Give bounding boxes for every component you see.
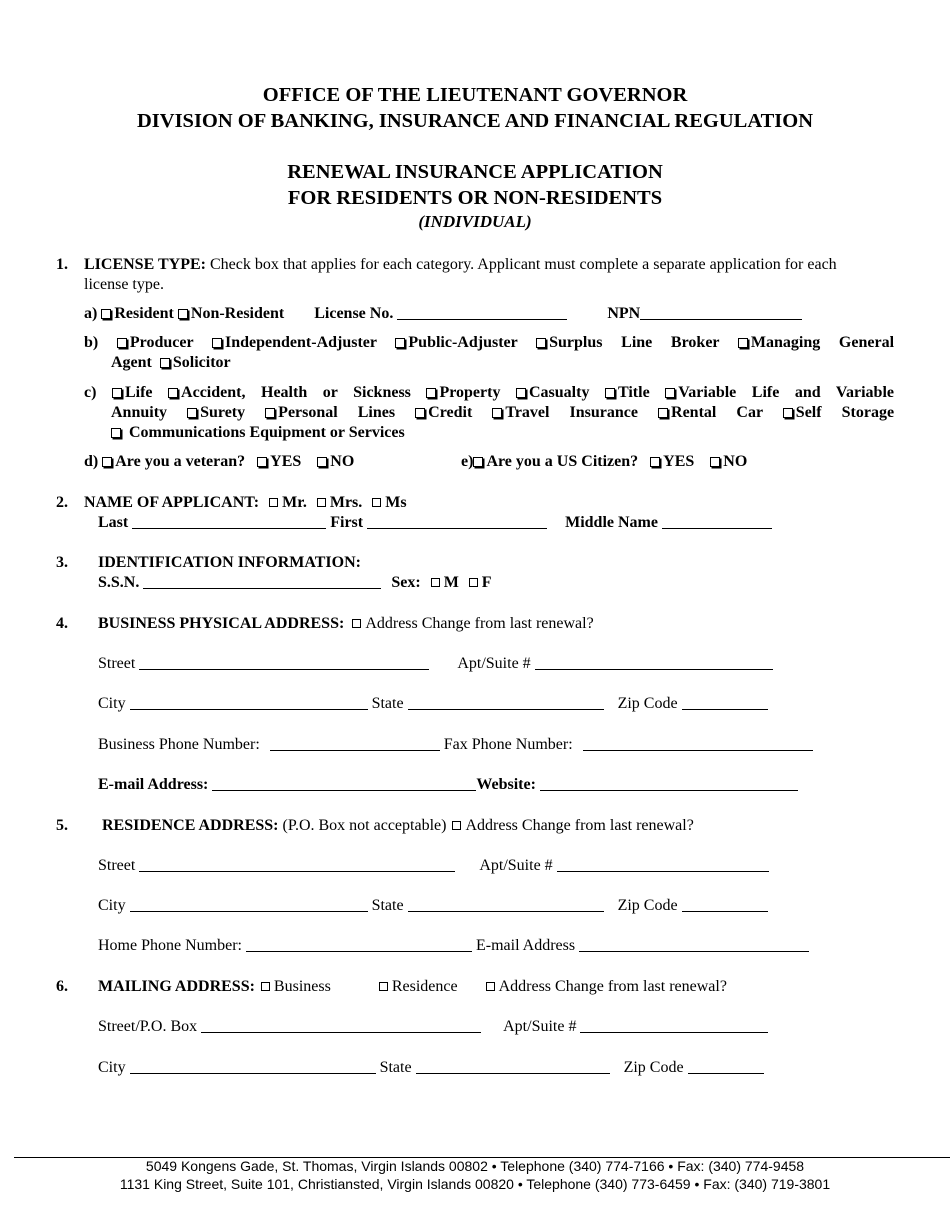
- state-label: State: [379, 1059, 412, 1076]
- mailing-business-checkbox[interactable]: [261, 982, 270, 991]
- license-row-a: [84, 304, 802, 324]
- applicant-name-label: NAME OF APPLICANT:: [84, 494, 260, 511]
- surplus-line-checkbox[interactable]: [536, 338, 546, 348]
- license-row-b-cont: [111, 353, 231, 373]
- solicitor-checkbox[interactable]: [160, 358, 170, 368]
- mailing-street-field[interactable]: [201, 1017, 481, 1033]
- middle-name-label: Middle Name: [565, 514, 658, 531]
- business-email-row: [98, 775, 798, 795]
- public-adjuster-label: Public-Adjuster: [408, 334, 518, 351]
- agent-label: Agent: [111, 354, 152, 371]
- producer-checkbox[interactable]: [117, 338, 127, 348]
- residence-address-header: [102, 816, 694, 836]
- ssn-field[interactable]: [143, 573, 381, 589]
- business-zip-field[interactable]: [682, 694, 768, 710]
- license-no-label: License No.: [314, 305, 394, 322]
- state-label: State: [371, 897, 404, 914]
- home-phone-row: [98, 936, 809, 956]
- rental-car-label: Rental Car: [671, 404, 763, 421]
- life-checkbox[interactable]: [112, 388, 122, 398]
- residence-zip-field[interactable]: [682, 896, 768, 912]
- property-checkbox[interactable]: [426, 388, 436, 398]
- veteran-row: [84, 452, 354, 472]
- business-phone-field[interactable]: [270, 735, 440, 751]
- section-number: 1.: [56, 256, 68, 273]
- independent-adjuster-label: Independent-Adjuster: [224, 334, 377, 351]
- veteran-no-checkbox[interactable]: [317, 457, 327, 467]
- travel-insurance-label: Travel Insurance: [505, 404, 638, 421]
- license-type-label: LICENSE TYPE:: [84, 256, 206, 273]
- self-storage-label: Self Storage: [795, 404, 895, 421]
- residence-address-change-label: Address Change from last renewal?: [465, 817, 694, 834]
- casualty-label: Casualty: [528, 384, 590, 401]
- section-number: 2.: [56, 494, 68, 511]
- annuity-label: Annuity: [111, 404, 168, 421]
- form-title-block: [0, 159, 950, 233]
- ms-checkbox[interactable]: [372, 498, 381, 507]
- residence-city-field[interactable]: [130, 896, 368, 912]
- city-label: City: [98, 695, 126, 712]
- residence-street-row: [98, 856, 769, 876]
- apt-label: Apt/Suite #: [479, 857, 553, 874]
- mailing-apt-field[interactable]: [580, 1017, 768, 1033]
- property-label: Property: [439, 384, 501, 401]
- street-label: Street: [98, 655, 136, 672]
- travel-insurance-checkbox[interactable]: [492, 408, 502, 418]
- business-street-field[interactable]: [139, 654, 429, 670]
- website-label: Website:: [476, 776, 536, 793]
- mailing-address-change-checkbox[interactable]: [486, 982, 495, 991]
- mailing-street-label: Street/P.O. Box: [98, 1018, 198, 1035]
- business-city-row: [98, 694, 768, 714]
- business-address-change-label: Address Change from last renewal?: [365, 615, 594, 632]
- citizen-checkbox[interactable]: [473, 457, 483, 467]
- license-row-c-cont2: [111, 423, 405, 443]
- residence-address-note: (P.O. Box not acceptable): [282, 817, 447, 834]
- mr-checkbox[interactable]: [269, 498, 278, 507]
- license-type-instr-line2: license type.: [84, 276, 164, 293]
- fax-field[interactable]: [583, 735, 813, 751]
- section-number: 4.: [56, 615, 68, 632]
- nonresident-label: Non-Resident: [190, 305, 285, 322]
- license-type-instr-line1: Check box that applies for each category. Applicant must complete a separate application for each: [209, 256, 837, 273]
- section-number: 5.: [56, 817, 68, 834]
- veteran-yes-label: YES: [270, 453, 302, 470]
- managing-general-agent-checkbox[interactable]: [738, 338, 748, 348]
- citizen-question: Are you a US Citizen?: [486, 453, 639, 470]
- ahs-label: Accident, Health or Sickness: [181, 384, 411, 401]
- surety-label: Surety: [200, 404, 246, 421]
- division-title: DIVISION OF BANKING, INSURANCE AND FINANCIAL REGULATION: [136, 110, 814, 132]
- business-city-field[interactable]: [130, 694, 368, 710]
- row-prefix: e): [461, 453, 474, 470]
- citizen-no-checkbox[interactable]: [710, 457, 720, 467]
- license-no-field[interactable]: [397, 304, 567, 320]
- business-state-field[interactable]: [408, 694, 604, 710]
- mailing-residence-label: Residence: [391, 978, 458, 995]
- nonresident-checkbox[interactable]: [178, 309, 188, 319]
- row-prefix: b): [84, 334, 99, 351]
- personal-lines-label: Personal Lines: [278, 404, 396, 421]
- surplus-line-label: Surplus Line Broker: [549, 334, 720, 351]
- self-storage-checkbox[interactable]: [783, 408, 793, 418]
- business-street-row: [98, 654, 773, 674]
- first-name-field[interactable]: [367, 513, 547, 529]
- communications-checkbox[interactable]: [111, 428, 121, 438]
- mailing-city-field[interactable]: [130, 1058, 376, 1074]
- fax-label: Fax Phone Number:: [443, 736, 573, 753]
- zip-label: Zip Code: [617, 897, 678, 914]
- citizen-row: [461, 452, 747, 472]
- footer: [0, 1157, 950, 1193]
- surety-checkbox[interactable]: [187, 408, 197, 418]
- variable-life-checkbox[interactable]: [665, 388, 675, 398]
- veteran-checkbox[interactable]: [102, 457, 112, 467]
- apt-label: Apt/Suite #: [503, 1018, 577, 1035]
- license-row-c-cont: [111, 403, 894, 423]
- state-label: State: [371, 695, 404, 712]
- mailing-address-header: [98, 977, 727, 997]
- public-adjuster-checkbox[interactable]: [395, 338, 405, 348]
- citizen-yes-checkbox[interactable]: [650, 457, 660, 467]
- mrs-checkbox[interactable]: [317, 498, 326, 507]
- mailing-zip-field[interactable]: [688, 1058, 764, 1074]
- form-header: [0, 82, 950, 134]
- business-phone-label: Business Phone Number:: [98, 736, 260, 753]
- resident-checkbox[interactable]: [101, 309, 111, 319]
- applicant-name-fields: [98, 513, 772, 533]
- title-label: Title: [617, 384, 650, 401]
- zip-label: Zip Code: [623, 1059, 684, 1076]
- residence-apt-field[interactable]: [557, 856, 769, 872]
- life-label: Life: [124, 384, 153, 401]
- identification-fields: [98, 573, 492, 593]
- business-email-field[interactable]: [212, 775, 476, 791]
- residence-email-field[interactable]: [579, 936, 809, 952]
- home-phone-field[interactable]: [246, 936, 472, 952]
- section-number: 3.: [56, 554, 68, 571]
- ssn-label: S.S.N.: [98, 574, 140, 591]
- managing-general-label: Managing General: [750, 334, 895, 351]
- mailing-residence-checkbox[interactable]: [379, 982, 388, 991]
- business-address-label: BUSINESS PHYSICAL ADDRESS:: [98, 615, 345, 632]
- city-label: City: [98, 1059, 126, 1076]
- mailing-address-change-label: Address Change from last renewal?: [498, 978, 727, 995]
- row-prefix: a): [84, 305, 98, 322]
- npn-field[interactable]: [640, 304, 802, 320]
- solicitor-label: Solicitor: [172, 354, 231, 371]
- communications-label: Communications Equipment or Services: [129, 424, 405, 441]
- variable-life-label: Variable Life and Variable: [678, 384, 895, 401]
- first-name-label: First: [330, 514, 364, 531]
- veteran-question: Are you a veteran?: [115, 453, 246, 470]
- resident-label: Resident: [114, 305, 174, 322]
- credit-checkbox[interactable]: [415, 408, 425, 418]
- business-address-header: [98, 614, 594, 634]
- mailing-street-row: [98, 1017, 768, 1037]
- mailing-address-label: MAILING ADDRESS:: [98, 978, 255, 995]
- row-prefix: c): [84, 384, 97, 401]
- form-title-line2: FOR RESIDENTS OR NON-RESIDENTS: [287, 187, 663, 209]
- form-subtitle: (INDIVIDUAL): [418, 212, 532, 231]
- female-label: F: [481, 574, 492, 591]
- business-apt-field[interactable]: [535, 654, 773, 670]
- credit-label: Credit: [428, 404, 473, 421]
- rental-car-checkbox[interactable]: [658, 408, 668, 418]
- sex-label: Sex:: [391, 574, 421, 591]
- residence-email-label: E-mail Address: [475, 937, 576, 954]
- residence-address-label: RESIDENCE ADDRESS:: [102, 817, 279, 834]
- mailing-business-label: Business: [273, 978, 331, 995]
- zip-label: Zip Code: [617, 695, 678, 712]
- veteran-yes-checkbox[interactable]: [257, 457, 267, 467]
- female-checkbox[interactable]: [469, 578, 478, 587]
- license-type-instructions: [84, 255, 837, 275]
- applicant-name-row: [84, 493, 407, 513]
- residence-city-row: [98, 896, 768, 916]
- independent-adjuster-checkbox[interactable]: [212, 338, 222, 348]
- license-row-b: [84, 333, 894, 353]
- row-prefix: d): [84, 453, 99, 470]
- identification-label: IDENTIFICATION INFORMATION:: [98, 554, 361, 571]
- veteran-no-label: NO: [330, 453, 355, 470]
- street-label: Street: [98, 857, 136, 874]
- last-name-label: Last: [98, 514, 129, 531]
- office-title: OFFICE OF THE LIEUTENANT GOVERNOR: [262, 84, 688, 106]
- apt-label: Apt/Suite #: [457, 655, 531, 672]
- citizen-no-label: NO: [723, 453, 748, 470]
- mrs-label: Mrs.: [329, 494, 363, 511]
- residence-state-field[interactable]: [408, 896, 604, 912]
- residence-street-field[interactable]: [139, 856, 455, 872]
- ahs-checkbox[interactable]: [168, 388, 178, 398]
- website-field[interactable]: [540, 775, 798, 791]
- form-title-line1: RENEWAL INSURANCE APPLICATION: [287, 161, 663, 183]
- middle-name-field[interactable]: [662, 513, 772, 529]
- last-name-field[interactable]: [132, 513, 326, 529]
- home-phone-label: Home Phone Number:: [98, 937, 242, 954]
- producer-label: Producer: [129, 334, 194, 351]
- business-phone-row: [98, 735, 813, 755]
- mr-label: Mr.: [282, 494, 307, 511]
- mailing-city-row: [98, 1058, 764, 1078]
- business-address-change-checkbox[interactable]: [352, 619, 361, 628]
- mailing-state-field[interactable]: [416, 1058, 610, 1074]
- ms-label: Ms: [385, 494, 407, 511]
- business-email-label: E-mail Address:: [98, 776, 209, 793]
- city-label: City: [98, 897, 126, 914]
- license-row-c: [84, 383, 894, 403]
- footer-christiansted-address: 1131 King Street, Suite 101, Christiansted, Virgin Islands 00820 • Telephone (340) 773-6459 • Fax: (340) 719-3801: [119, 1176, 831, 1192]
- residence-address-change-checkbox[interactable]: [452, 821, 461, 830]
- casualty-checkbox[interactable]: [516, 388, 526, 398]
- npn-label: NPN: [607, 305, 641, 322]
- personal-lines-checkbox[interactable]: [265, 408, 275, 418]
- citizen-yes-label: YES: [663, 453, 695, 470]
- footer-st-thomas-address: 5049 Kongens Gade, St. Thomas, Virgin Islands 00802 • Telephone (340) 774-7166 • Fax: (340) 774-9458: [145, 1158, 805, 1174]
- male-checkbox[interactable]: [431, 578, 440, 587]
- title-checkbox[interactable]: [605, 388, 615, 398]
- section-number: 6.: [56, 978, 68, 995]
- male-label: M: [443, 574, 459, 591]
